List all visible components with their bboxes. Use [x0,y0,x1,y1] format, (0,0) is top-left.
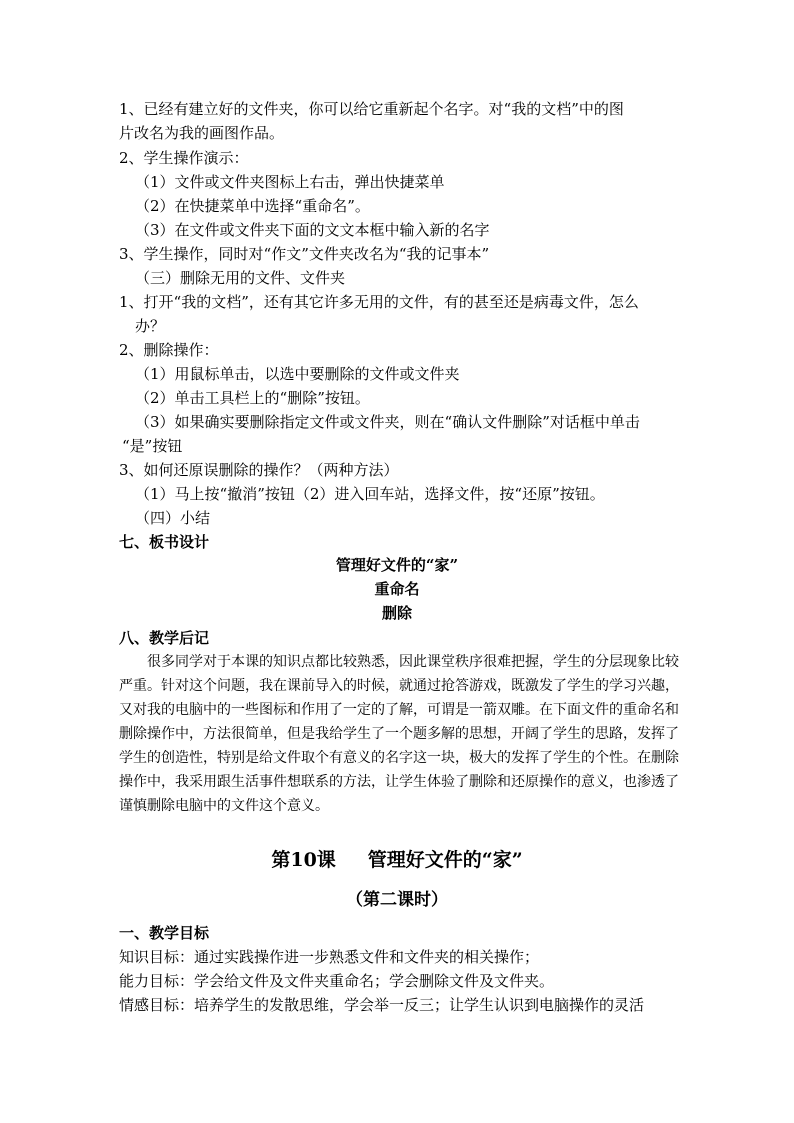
delete-step-3: （3）如果确实要删除指定文件或文件夹，则在“确认文件删除”对话框中单击 [135,413,640,431]
reflection-line: 很多同学对于本课的知识点都比较熟悉，因此课堂秩序很难把握，学生的分层现象比较 [147,654,679,670]
ability-objective: 能力目标：学会给文件及文件夹重命名；学会删除文件及文件夹。 [119,972,555,990]
restore-methods: （1）马上按“撤消”按钮（2）进入回车站，选择文件，按“还原”按钮。 [135,485,605,503]
delete-question: 1、打开“我的文档”，还有其它许多无用的文件，有的甚至还是病毒文件，怎么 [119,293,639,311]
lesson-name: 管理好文件的“家” [367,849,523,871]
delete-step-3-continuation: “是”按钮 [122,437,183,455]
emotion-objective: 情感目标：培养学生的发散思维，学会举一反三；让学生认识到电脑操作的灵活 [119,996,645,1014]
delete-question-continuation: 办？ [135,317,166,335]
reflection-line: 学生的创造性，特别是给文件取个有意义的名字这一块，极大的发挥了学生的个性。在删除 [119,750,679,766]
rename-step-2: （2）在快捷菜单中选择“重命名”。 [135,197,370,215]
lesson-number: 第10课 [271,849,336,871]
lesson-period: （第二课时） [346,890,448,910]
rename-instruction-continuation: 片改名为我的画图作品。 [119,124,285,142]
reflection-line: 又对我的电脑中的一些图标和作用了一定的了解，可谓是一箭双雕。在下面文件的重命名和 [119,702,679,718]
lesson-title [0,846,794,874]
reflection-line: 谨慎删除电脑中的文件这个意义。 [119,798,329,814]
reflection-line: 操作中，我采用跟生活事件想联系的方法，让学生体验了删除和还原操作的意义，也渗透了 [119,774,679,790]
board-design-heading: 七、板书设计 [119,533,210,551]
board-design-item-rename: 重命名 [374,580,420,598]
rename-step-3: （3）在文件或文件夹下面的文文本框中输入新的名字 [135,221,490,239]
reflection-line: 严重。针对这个问题，我在课前导入的时候，就通过抢答游戏，既激发了学生的学习兴趣， [119,678,679,694]
board-design-title: 管理好文件的“家” [335,556,459,574]
board-design-item-delete: 删除 [381,604,412,622]
demo-heading: 2、学生操作演示： [119,149,249,167]
restore-question: 3、如何还原误删除的操作？（两种方法） [119,461,399,479]
delete-operation-heading: 2、删除操作： [119,341,219,359]
reflection-line: 删除操作中，方法很简单，但是我给学生了一个题多解的思想，开阔了学生的思路，发挥了 [119,726,679,742]
reflection-heading: 八、教学后记 [119,629,210,647]
delete-step-2: （2）单击工具栏上的“删除”按钮。 [135,389,370,407]
knowledge-objective: 知识目标：通过实践操作进一步熟悉文件和文件夹的相关操作； [119,948,540,966]
rename-practice: 3、学生操作，同时对“作文”文件夹改名为“我的记事本” [119,245,490,263]
objectives-heading: 一、教学目标 [119,924,210,942]
rename-instruction-line: 1、已经有建立好的文件夹，你可以给它重新起个名字。对“我的文档”中的图 [119,100,624,118]
delete-step-1: （1）用鼠标单击，以选中要删除的文件或文件夹 [135,365,460,383]
reflection-paragraph [119,650,679,818]
rename-step-1: （1）文件或文件夹图标上右击，弹出快捷菜单 [135,173,445,191]
delete-section-heading: （三）删除无用的文件、文件夹 [135,269,346,287]
summary-heading: （四）小结 [135,509,211,527]
